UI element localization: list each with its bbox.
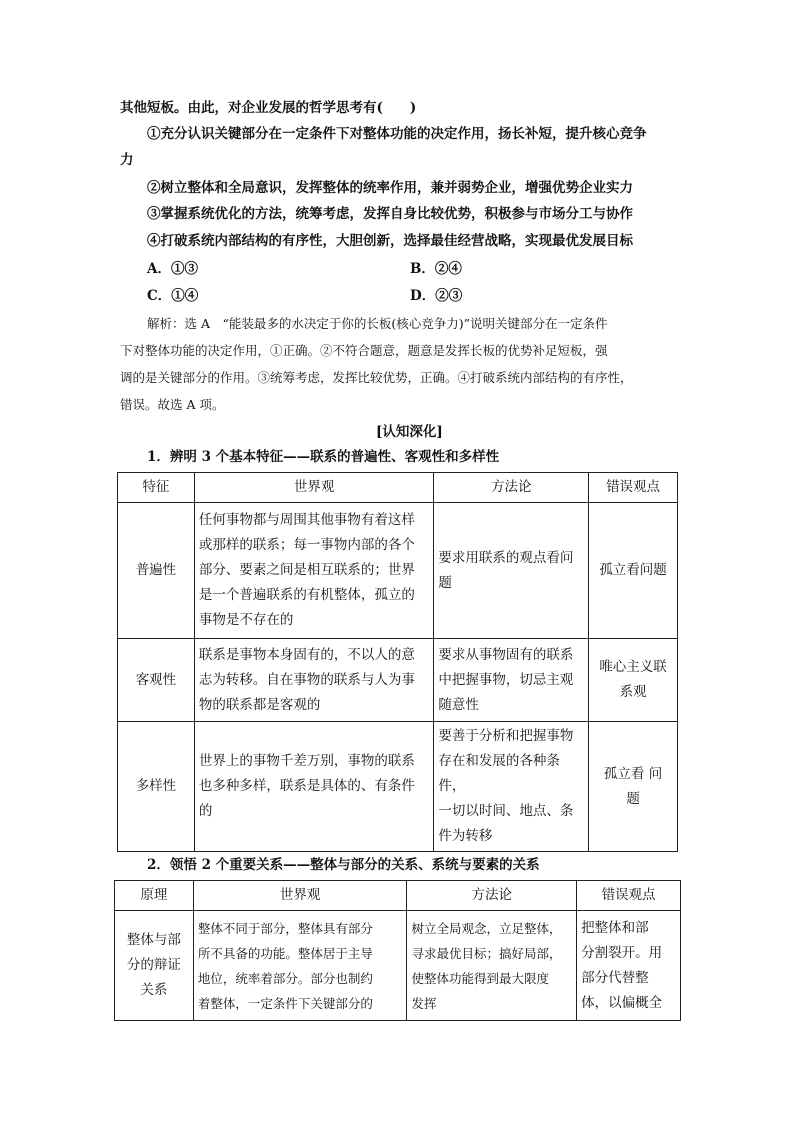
cell-line: 要求用联系的观点看问	[438, 549, 574, 566]
cell-line: 关系	[140, 982, 168, 998]
table1-row	[118, 503, 678, 639]
cell-line: 把整体和部	[581, 919, 649, 936]
option-3: ③掌握系统优化的方法，统筹考虑，发挥自身比较优势，积极参与市场分工与协作	[147, 206, 633, 222]
table2-heading: 2．领悟 2 个重要关系——整体与部分的关系、系统与要素的关系	[147, 857, 540, 873]
table2-row	[115, 911, 681, 1021]
cell-line: 任何事物都与周围其他事物有着这样	[198, 512, 415, 528]
analysis-line-4: 错误。故选 A 项。	[120, 397, 225, 412]
option-2: ②树立整体和全局意识，发挥整体的统率作用，兼并弱势企业，增强优势企业实力	[147, 180, 633, 196]
error-cell	[577, 911, 681, 1021]
cell-line: 所不具备的功能。整体居于主导	[197, 945, 373, 961]
table1-header-row	[118, 473, 678, 503]
section-title: [认知深化]	[376, 424, 443, 440]
choice-d: D．②③	[410, 288, 463, 304]
cell-line: 或那样的联系；每一事物内部的各个	[198, 537, 415, 553]
table1-header-cell: 方法论	[434, 473, 589, 503]
cell-line: 是一个普遍联系的有机整体，孤立的	[198, 587, 415, 603]
cell-line: 系观	[619, 684, 647, 700]
cell-line: 部分、要素之间是相互联系的；世界	[198, 562, 415, 578]
features-table	[117, 472, 678, 852]
cell-line: 要善于分析和把握事物	[438, 728, 574, 744]
table1-header-cell: 错误观点	[589, 473, 678, 503]
cell-line: 寻求最优目标；搞好局部，	[411, 945, 562, 961]
cell-line: 世界上的事物千差万别，事物的联系	[198, 753, 415, 769]
cell-line: 一切以时间、地点、条	[438, 803, 574, 819]
cell-line: 使整体功能得到最大限度	[411, 970, 549, 986]
cell-line: 发挥	[411, 995, 437, 1011]
method-cell	[434, 722, 589, 852]
table2-header-cell: 错误观点	[577, 881, 681, 911]
table1-row	[118, 722, 678, 852]
cell-line: 孤立看问题	[599, 562, 667, 578]
choice-a: A．①③	[147, 261, 198, 277]
table1-heading: 1．辨明 3 个基本特征——联系的普遍性、客观性和多样性	[147, 449, 500, 465]
cell-line: 地位，统率着部分。部分也制约	[197, 970, 373, 986]
table1-header-cell: 世界观	[194, 473, 434, 503]
cell-line: 孤立看 问	[603, 765, 663, 782]
feature-cell: 多样性	[118, 722, 195, 852]
error-cell	[589, 722, 678, 852]
option-1-line-2: 力	[120, 152, 134, 168]
cell-line: 联系是事物本身固有的，不以人的意	[198, 646, 415, 663]
cell-line: 体，以偏概全	[581, 994, 663, 1011]
method-cell	[434, 639, 589, 722]
cell-line: 事物是不存在的	[198, 612, 294, 628]
cell-line: 分的辩证	[126, 957, 181, 973]
cell-line: 整体不同于部分，整体具有部分	[197, 920, 373, 936]
cell-line: 分割裂开。用	[581, 944, 663, 961]
cell-line: 物的联系都是客观的	[198, 696, 321, 713]
choice-c: C．①④	[147, 288, 199, 304]
method-cell	[407, 911, 577, 1021]
cell-line: 部分代替整	[581, 969, 649, 986]
analysis-line-2: 下对整体功能的决定作用，①正确。②不符合题意，题意是发挥长板的优势补足短板，强	[120, 343, 608, 358]
error-cell	[589, 503, 678, 639]
option-4: ④打破系统内部结构的有序性，大胆创新，选择最佳经营战略，实现最优发展目标	[147, 233, 633, 249]
table2-header-cell: 世界观	[193, 881, 407, 911]
worldview-cell	[193, 911, 407, 1021]
cell-line: 件为转移	[438, 828, 493, 844]
cell-line: 志为转移。自在事物的联系与人为事	[198, 671, 415, 688]
cell-line: 着整体，一定条件下关键部分的	[197, 995, 373, 1011]
relations-table	[114, 880, 681, 1021]
feature-cell: 客观性	[118, 639, 195, 722]
principle-cell	[115, 911, 194, 1021]
error-cell	[589, 639, 678, 722]
analysis-line-3: 调的是关键部分的作用。③统筹考虑，发挥比较优势，正确。④打破系统内部结构的有序性，	[120, 370, 633, 385]
cell-line: 的	[198, 803, 213, 819]
worldview-cell	[194, 639, 434, 722]
cell-line: 树立全局观念，立足整体，	[411, 920, 562, 936]
worldview-cell	[194, 503, 434, 639]
feature-cell: 普遍性	[118, 503, 195, 639]
cell-line: 题	[626, 790, 640, 807]
table2-header-cell: 方法论	[407, 881, 577, 911]
table2-header-cell: 原理	[115, 881, 194, 911]
cell-line: 要求从事物固有的联系	[438, 646, 574, 663]
cell-line: 也多种多样，联系是具体的、有条件	[198, 778, 415, 794]
option-1-line-1: ①充分认识关键部分在一定条件下对整体功能的决定作用，扬长补短，提升核心竞争	[147, 126, 647, 142]
table2-header-row	[115, 881, 681, 911]
table1-header-cell: 特征	[118, 473, 195, 503]
choice-b: B．②④	[410, 261, 462, 277]
table1-row	[118, 639, 678, 722]
method-cell	[434, 503, 589, 639]
cell-line: 存在和发展的各种条件，	[438, 753, 560, 794]
intro-line: 其他短板。由此，对企业发展的哲学思考有( )	[120, 100, 417, 116]
cell-line: 随意性	[438, 696, 479, 713]
cell-line: 整体与部	[126, 932, 181, 948]
cell-line: 中把握事物，切忌主观	[438, 671, 574, 688]
worldview-cell	[194, 722, 434, 852]
cell-line: 唯心主义联	[599, 659, 667, 675]
cell-line: 题	[438, 574, 452, 591]
analysis-line-1: 解析：选 A “能装最多的水决定于你的长板(核心竞争力)”说明关键部分在一定条件	[147, 316, 608, 331]
